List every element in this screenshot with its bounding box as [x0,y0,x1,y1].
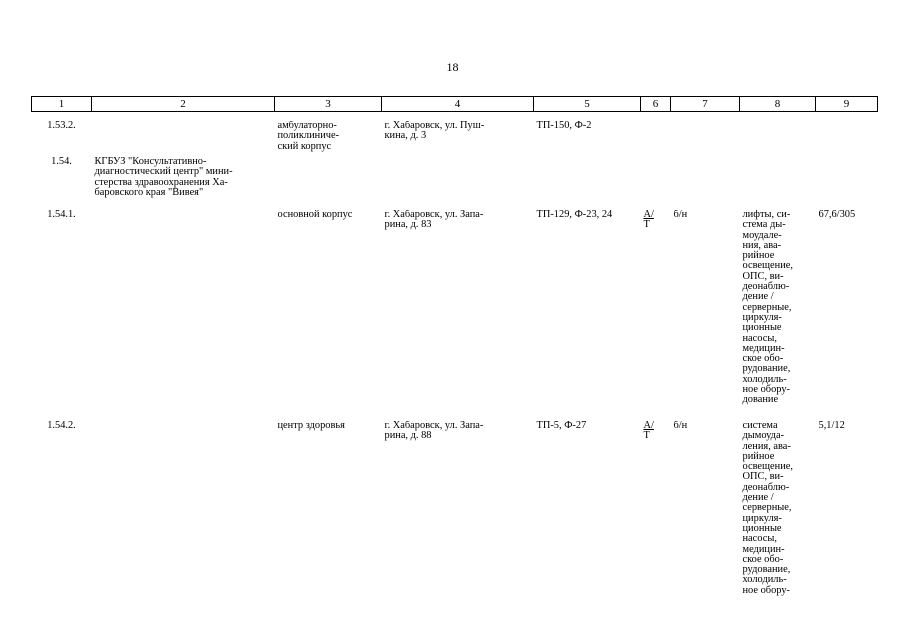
row-spacer [32,112,878,122]
organization-cell: КГБУЗ "Консультативно- диагностический центр" мини- стерства здравоохранения Ха- баровского края "Вивея" [94,157,233,198]
column-header: 8 [740,97,816,112]
substation-cell: ТП-5, Ф-27 [536,421,587,431]
reserve-cell [671,121,740,157]
column-header: 9 [816,97,878,112]
organization-cell [92,421,275,611]
header-row [32,97,878,112]
column-header: 7 [671,97,740,112]
column-header: 6 [641,97,671,112]
category-top: А/ [643,421,654,431]
row-number: 1.53.2. [47,121,76,131]
table-row [32,210,878,421]
reserve-cell: б/н [673,421,688,431]
equipment-cell [740,121,816,157]
table-row [32,121,878,157]
category-cell [641,157,671,210]
power-cell [816,121,878,157]
equipment-cell [740,157,816,210]
table-row [32,421,878,611]
equipment-cell: система дымоуда- ления, ава- рийное освещение, ОПС, ви- деонаблю- дение / серверные, циркуля- ционные насосы, медицин- ское обо- рудование, холодиль- ное обору- [742,421,793,596]
row-number: 1.54.1. [47,210,76,220]
power-cell [816,157,878,210]
page-number: 18 [446,60,459,74]
row-number: 1.54. [51,157,72,167]
category-cell [641,121,671,157]
power-cell: 67,6/305 [818,210,856,220]
category-cell [641,210,671,421]
row-number: 1.54.2. [47,421,76,431]
address-cell: г. Хабаровск, ул. Запа- рина, д. 83 [384,210,484,231]
equipment-cell: лифты, си- стема ды- моудале- ния, ава- рийное освещение, ОПС, ви- деонаблю- дение / серверные, циркуля- ционные насосы, медицин- ское обо- рудование, холодиль- ное обору- дование [742,210,793,406]
object-cell [275,157,382,210]
column-header: 3 [275,97,382,112]
category-cell [641,421,671,611]
address-cell: г. Хабаровск, ул. Запа- рина, д. 88 [384,421,484,442]
address-cell: г. Хабаровск, ул. Пуш- кина, д. 3 [384,121,485,142]
power-cell: 5,1/12 [818,421,845,431]
object-cell: амбулаторно- поликлиниче- ский корпус [277,121,340,152]
column-header: 4 [382,97,534,112]
category-bottom: Т [643,219,650,231]
object-cell: основной корпус [277,210,353,220]
column-header: 5 [534,97,641,112]
organization-cell [92,121,275,157]
data-table [31,96,878,611]
category-top: А/ [643,210,654,220]
object-cell: центр здоровья [277,421,345,431]
reserve-cell: б/н [673,210,688,220]
substation-cell: ТП-129, Ф-23, 24 [536,210,613,220]
column-header: 1 [32,97,92,112]
substation-cell: ТП-150, Ф-2 [536,121,592,131]
column-header: 2 [92,97,275,112]
reserve-cell [671,157,740,210]
substation-cell [534,157,641,210]
address-cell [382,157,534,210]
organization-cell [92,210,275,421]
table-row [32,157,878,210]
category-bottom: Т [643,430,650,442]
